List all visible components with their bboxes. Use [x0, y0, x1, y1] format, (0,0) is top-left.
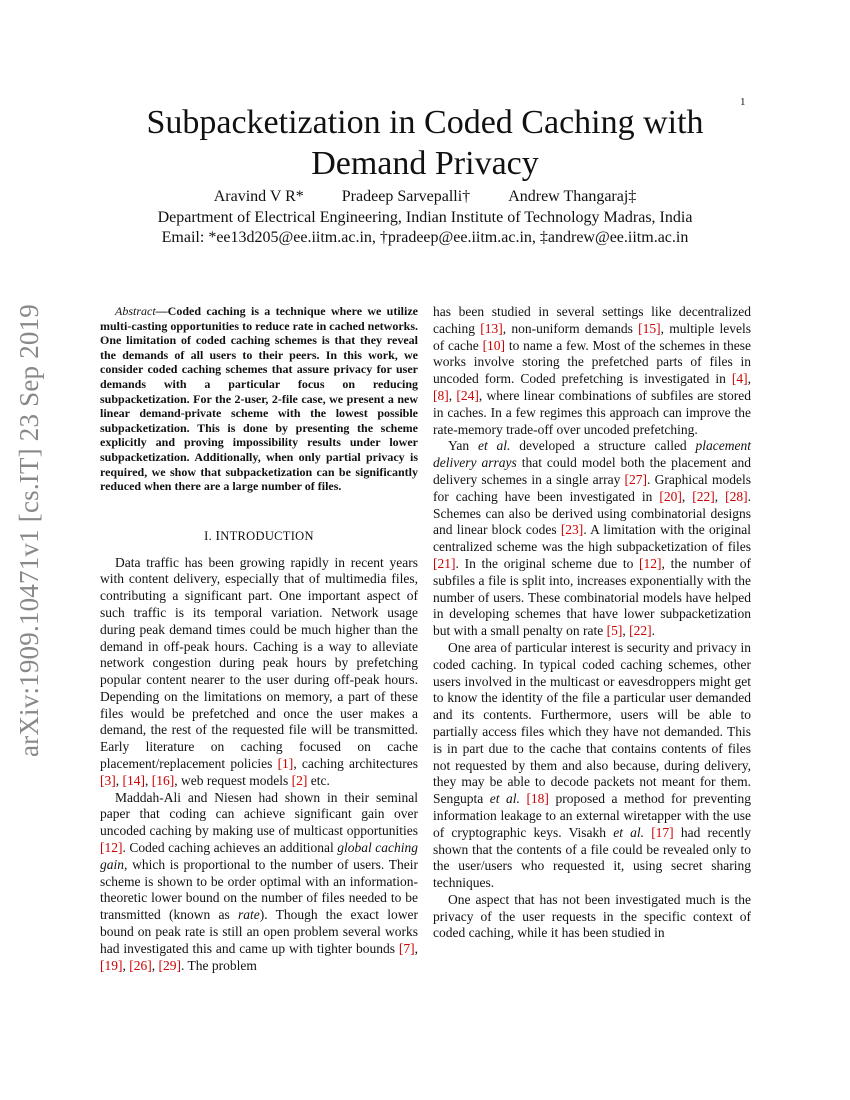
citation-link[interactable]: [10]	[482, 337, 506, 353]
paragraph-text: One area of particular interest is security and privacy in coded caching. In typical coded caching schemes, other users involved in the multicast or eavesdroppers might get to know the identity of the file a particular user demanded and its contents. Furthermore, users will be able to partially access files which they have not demanded. This is in part due to the cache that contains contents of files not requested by them and also because, during delivery, they may be able to decode packets not meant for them. Sengupta	[433, 639, 751, 807]
paragraph-text: . Schemes can also be derived using combinatorial designs and linear block codes	[433, 488, 752, 538]
citation-link[interactable]: [22]	[629, 623, 652, 639]
paragraph-text: , the number of subfiles a file is split into, increases exponentially with the number of users. These combinatorial models have helped in developing schemes that have lower subpacketization but with a small penalty on rate	[433, 555, 752, 639]
citation-link[interactable]: [19]	[100, 957, 123, 973]
citation-link[interactable]: [4]	[731, 371, 748, 387]
paper-title	[0, 102, 850, 184]
right-paragraph-2: Yan et al. developed a structure called placement delivery arrays that could model both the placement and delivery schemes in a single array [27]. Graphical models for caching have been investigated in [20], [22], [28]. Schemes can also be derived using combinatorial designs and linear block codes [23]. A limitation with the original centralized scheme was the high subpacketization of files [21]. In the original scheme due to [12], the number of subfiles a file is split into, increases exponentially with the number of users. These combinatorial models have helped in developing schemes that have lower subpacketization but with a small penalty on rate [5], [22].	[433, 438, 752, 639]
section-title-rest: NTRODUCTION	[220, 528, 314, 543]
right-paragraph-4: One aspect that has not been investigated much is the privacy of the user requests in the specific context of coded caching, while it has been studied in	[433, 891, 751, 941]
emphasis-text: rate	[237, 907, 260, 923]
right-paragraph-3	[433, 640, 751, 892]
citation-link[interactable]: [14]	[122, 772, 145, 788]
paragraph-text: . The problem	[181, 957, 257, 973]
emphasis-text: et al.	[489, 791, 520, 807]
title-line-1: Subpacketization in Coded Caching with	[146, 104, 704, 141]
citation-link[interactable]: [29]	[158, 957, 181, 973]
affiliation: Department of Electrical Engineering, Indian Institute of Technology Madras, India	[157, 209, 693, 226]
paragraph-text: had recently shown that the contents of a file could be revealed only to the user/users who requested it, using secret sharing techniques.	[433, 824, 751, 891]
citation-link[interactable]: [13]	[480, 320, 503, 336]
right-paragraph-1: has been studied in several settings like decentralized caching [13], non-uniform demands [15], multiple levels of cache [10] to name a few. Most of the schemes in these works involve storing the prefetched parts of files in uncoded form. Coded prefetching is investigated in [4], [8], [24], where linear combinations of subfiles are stored in caches. In a few regimes this approach can improve the rate-memory trade-off over uncoded prefetching.	[433, 304, 751, 437]
left-column	[100, 304, 418, 974]
email-line: Email: *ee13d205@ee.iitm.ac.in, †pradeep@ee.iitm.ac.in, ‡andrew@ee.iitm.ac.in	[161, 229, 689, 246]
citation-link[interactable]: [12]	[639, 555, 662, 571]
section-first-letter: I	[215, 527, 221, 543]
emphasis-text: global caching gain	[100, 840, 418, 872]
author-2: Pradeep Sarvepalli†	[341, 188, 471, 205]
emphasis-text: placement delivery arrays	[433, 438, 751, 471]
author-3: Andrew Thangaraj‡	[508, 188, 637, 205]
citation-link[interactable]: [28]	[725, 488, 748, 504]
paragraph-text: developed a structure called	[510, 438, 696, 454]
paragraph-text: has been studied in several settings like decentralized caching	[433, 304, 751, 336]
citation-link[interactable]: [27]	[624, 471, 648, 487]
citation-link[interactable]: [23]	[560, 522, 584, 538]
citation-link[interactable]: [22]	[692, 488, 715, 504]
paragraph-text: Yan	[448, 438, 478, 454]
citation-link[interactable]: [21]	[433, 555, 456, 571]
citation-link[interactable]: [17]	[651, 824, 674, 840]
right-column	[433, 304, 751, 942]
citation-link[interactable]: [18]	[526, 791, 549, 807]
citation-link[interactable]: [16]	[151, 772, 175, 788]
intro-paragraph-2: Maddah-Ali and Niesen had shown in their seminal paper that coding can achieve significant gain over uncoded caching by making use of multicast opportunities [12]. Coded caching achieves an additional global caching gain, which is proportional to the number of users. Their scheme is shown to be order optimal with an information-theoretic lower bound on the number of files needed to be transmitted (known as rate). Though the exact lower bound on peak rate is still an open problem several works had investigated this and came up with tighter bounds [7], [19], [26], [29]. The problem	[100, 789, 418, 973]
citation-link[interactable]: [5]	[606, 623, 623, 639]
paragraph-text: , where linear combinations of subfiles are stored in caches. In a few regimes this approach can improve the rate-memory trade-off over uncoded prefetching.	[433, 387, 751, 437]
section-heading	[100, 528, 418, 545]
citation-link[interactable]: [26]	[129, 957, 152, 973]
citation-link[interactable]: [2]	[291, 772, 308, 788]
author-1: Aravind V R*	[213, 188, 304, 205]
citation-link[interactable]: [1]	[277, 756, 294, 772]
emphasis-text: et al.	[613, 824, 645, 840]
page-number: 1	[740, 96, 746, 108]
abstract	[100, 304, 418, 494]
paragraph-text: . A limitation with the original centralized scheme was the high subpacketization of files	[433, 522, 751, 555]
citation-link[interactable]: [7]	[398, 940, 415, 956]
paragraph-text: . Graphical models for caching have been investigated in	[433, 471, 751, 504]
paragraph-text: to name a few. Most of the schemes in these works involve storing the prefetched parts of files in uncoded form. Coded prefetching is investigated in	[433, 337, 751, 387]
paragraph-text: Maddah-Ali and Niesen had shown in their seminal paper that coding can achieve significant gain over uncoded caching by making use of multicast opportunities	[100, 789, 418, 839]
emphasis-text: et al.	[477, 438, 511, 454]
paragraph-text: . In the original scheme due to	[455, 555, 640, 571]
paragraph-text: , which is proportional to the number of users. Their scheme is shown to be order optimal with an information-theoretic lower bound on the number of files needed to be transmitted (known as	[100, 856, 418, 923]
author-list	[0, 188, 850, 206]
paragraph-text: that could model both the placement and delivery schemes in a single array	[433, 455, 752, 487]
paragraph-text: web request models	[181, 772, 289, 788]
paragraph-text: Data traffic has been growing rapidly in recent years with content delivery, especially that of multimedia files, contributing a significant part. One important aspect of such traffic is its temporal variation. Network usage during peak demand times could be much higher than the demand in off-peak hours. Caching is a way to alleviate network congestion during peak hours by prefetching popular content nearer to the user during off-peak hours. Depending on the limitations on memory, a part of these files would be prefetched and once the user makes a demand, the rest of the requested file will be transmitted. Early literature on caching focused on cache placement/replacement policies	[100, 554, 418, 772]
paragraph-text: , non-uniform demands	[502, 320, 639, 336]
citation-link[interactable]: [8]	[433, 387, 449, 403]
citation-link[interactable]: [12]	[100, 840, 123, 856]
citation-link[interactable]: [3]	[100, 772, 116, 788]
abstract-text: —Coded caching is a technique where we utilize multi-casting opportunities to reduce rate in cached networks. One limitation of coded caching schemes is that they reveal the demands of all users to their peers. In this work, we consider coded caching schemes that assure privacy for user demands with a particular focus on reducing subpacketization. For the 2-user, 2-file case, we present a new linear demand-private scheme with the lowest possible subpacketization. This is done by presenting the scheme explicitly and proving impossibility results under lower subpacketization. Additionally, when only partial privacy is required, we show that subpacketization can be significantly reduced when there are a large number of files.	[100, 304, 418, 494]
paragraph-text: . Coded caching achieves an additional	[122, 840, 338, 856]
citation-link[interactable]: [24]	[456, 387, 479, 403]
paragraph-text: proposed a method for preventing information leakage to an external wiretapper with the use of cryptographic keys. Visakh	[433, 791, 751, 840]
arxiv-stamp-text: arXiv:1909.10471v1 [cs.IT] 23 Sep 2019	[14, 303, 45, 757]
abstract-label: Abstract	[115, 304, 156, 318]
paragraph-text: ). Though the exact lower bound on peak rate is still an open problem several works had investigated this and came up with tighter bounds	[100, 907, 418, 956]
arxiv-stamp	[8, 260, 52, 800]
title-line-2: Demand Privacy	[311, 145, 539, 182]
section-number: I.	[204, 528, 216, 543]
citation-link[interactable]: [15]	[638, 320, 661, 336]
citation-link[interactable]: [20]	[659, 488, 682, 504]
intro-paragraph-1: Data traffic has been growing rapidly in recent years with content delivery, especially that of multimedia files, contributing a significant part. One important aspect of such traffic is its temporal variation. Network usage during peak demand times could be much higher than the demand in off-peak hours. Caching is a way to alleviate network congestion during peak hours by prefetching popular content nearer to the user during off-peak hours. Depending on the limitations on memory, a part of these files would be prefetched and once the user makes a demand, the rest of the requested file will be transmitted. Early literature on caching focused on cache placement/replacement policies [1], caching architectures [3], [14], [16], web request models [2] etc.	[100, 554, 419, 788]
paragraph-text: , multiple levels of cache	[433, 320, 751, 353]
